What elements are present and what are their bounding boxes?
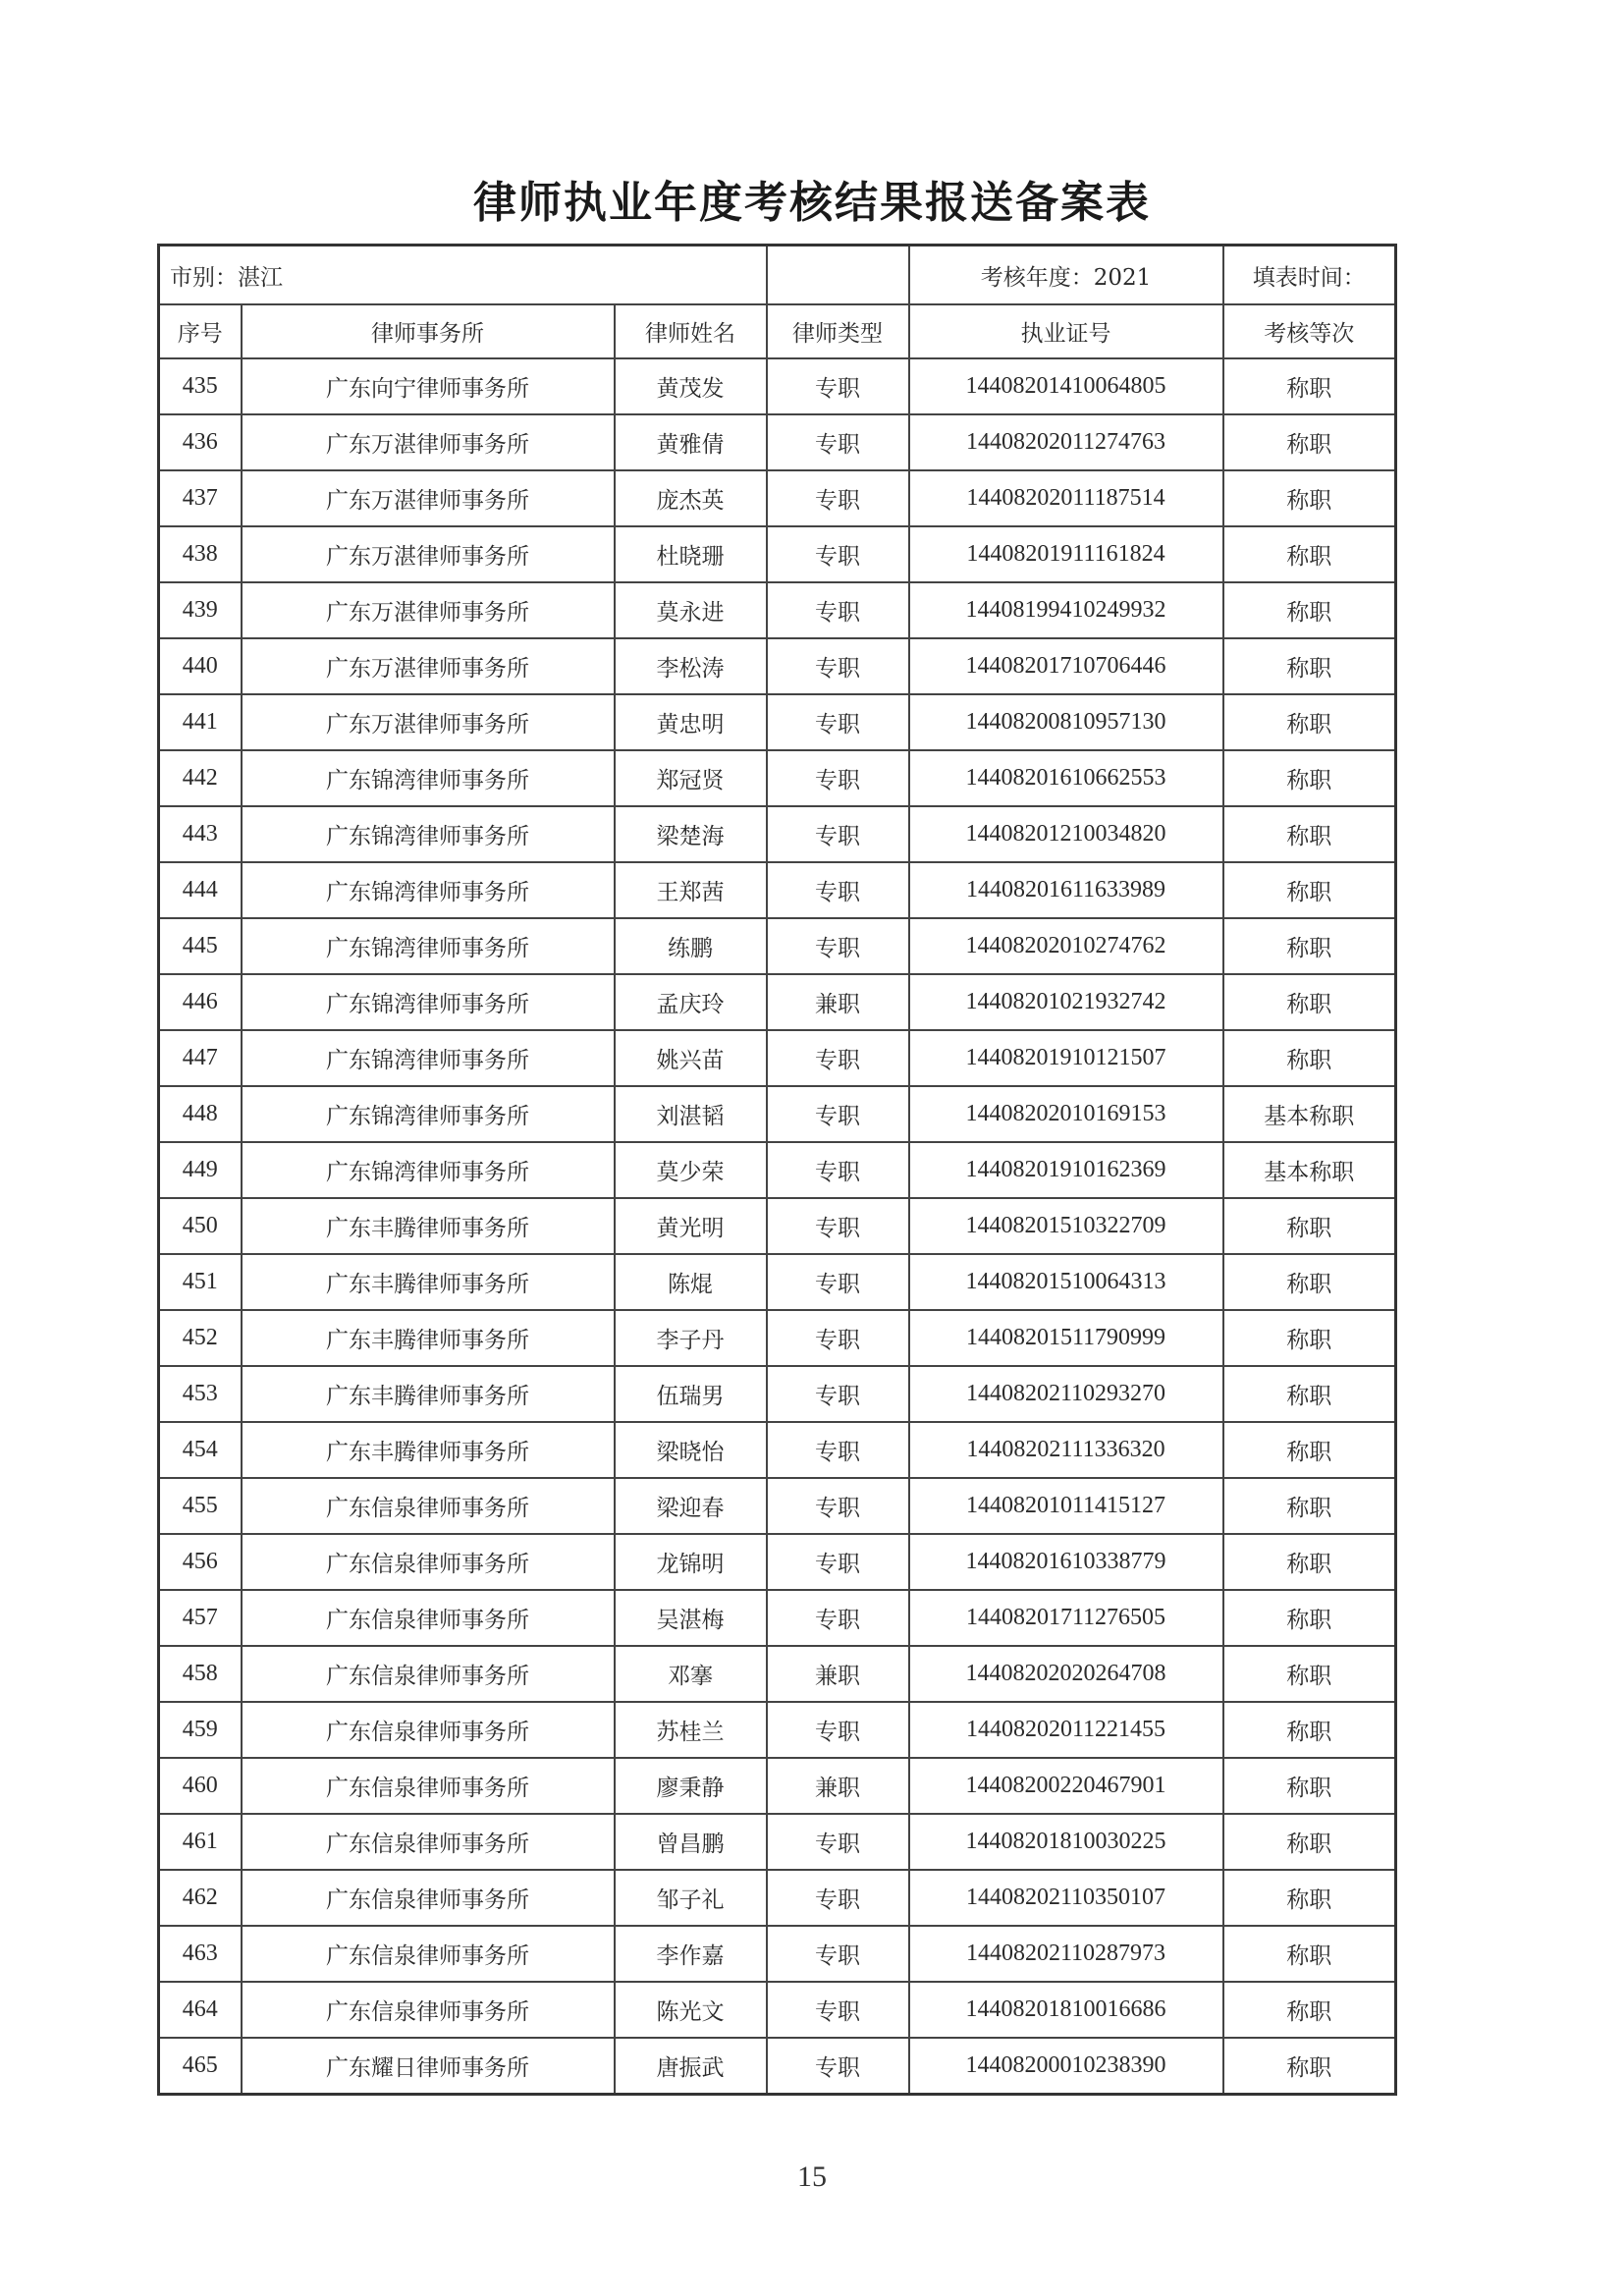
row-index: 465 [159,2038,242,2095]
row-index: 456 [159,1534,242,1590]
assessment-grade: 称职 [1223,1758,1396,1814]
law-firm: 广东信泉律师事务所 [242,1982,615,2038]
license-number: 14408201610338779 [909,1534,1223,1590]
lawyer-type: 专职 [767,1310,909,1366]
assessment-grade: 称职 [1223,1590,1396,1646]
assessment-grade: 称职 [1223,862,1396,918]
assessment-grade: 称职 [1223,1982,1396,2038]
row-index: 439 [159,582,242,638]
city-label: 市别：湛江 [159,246,767,305]
lawyer-name: 李松涛 [615,638,767,694]
lawyer-type: 专职 [767,1198,909,1254]
page-number: 15 [797,2160,827,2193]
law-firm: 广东锦湾律师事务所 [242,1142,615,1198]
license-number: 14408201810030225 [909,1814,1223,1870]
license-number: 14408202011187514 [909,470,1223,526]
lawyer-type: 专职 [767,1590,909,1646]
row-index: 440 [159,638,242,694]
assessment-grade: 称职 [1223,414,1396,470]
row-index: 446 [159,974,242,1030]
lawyer-name: 黄光明 [615,1198,767,1254]
assessment-grade: 称职 [1223,918,1396,974]
table-row [159,1646,1396,1702]
law-firm: 广东万湛律师事务所 [242,638,615,694]
assessment-grade: 称职 [1223,1646,1396,1702]
column-header-grade: 考核等次 [1223,304,1396,358]
lawyer-type: 兼职 [767,1758,909,1814]
column-header-license: 执业证号 [909,304,1223,358]
table-row [159,1254,1396,1310]
lawyer-type: 专职 [767,918,909,974]
license-number: 14408201810016686 [909,1982,1223,2038]
law-firm: 广东耀日律师事务所 [242,2038,615,2095]
license-number: 14408201021932742 [909,974,1223,1030]
lawyer-name: 孟庆玲 [615,974,767,1030]
license-number: 14408201711276505 [909,1590,1223,1646]
table-row [159,1870,1396,1926]
assessment-grade: 称职 [1223,2038,1396,2095]
license-number: 14408202110287973 [909,1926,1223,1982]
lawyer-type: 专职 [767,1814,909,1870]
law-firm: 广东锦湾律师事务所 [242,806,615,862]
lawyer-name: 黄茂发 [615,358,767,414]
assessment-grade: 称职 [1223,1870,1396,1926]
lawyer-type: 专职 [767,1366,909,1422]
row-index: 461 [159,1814,242,1870]
law-firm: 广东信泉律师事务所 [242,1478,615,1534]
lawyer-type: 专职 [767,1870,909,1926]
page-title: 律师执业年度考核结果报送备案表 [473,178,1151,228]
row-index: 459 [159,1702,242,1758]
license-number: 14408202110293270 [909,1366,1223,1422]
assessment-grade: 称职 [1223,582,1396,638]
lawyer-name: 廖秉静 [615,1758,767,1814]
lawyer-name: 龙锦明 [615,1534,767,1590]
assessment-grade: 称职 [1223,806,1396,862]
assessment-grade: 基本称职 [1223,1142,1396,1198]
assessment-grade: 称职 [1223,1366,1396,1422]
row-index: 462 [159,1870,242,1926]
column-header-name: 律师姓名 [615,304,767,358]
lawyer-type: 专职 [767,1534,909,1590]
lawyer-name: 李作嘉 [615,1926,767,1982]
fill-time-label: 填表时间： [1223,246,1396,305]
table-row [159,1982,1396,2038]
law-firm: 广东锦湾律师事务所 [242,918,615,974]
license-number: 14408202020264708 [909,1646,1223,1702]
row-index: 438 [159,526,242,582]
law-firm: 广东丰腾律师事务所 [242,1310,615,1366]
table-row [159,1702,1396,1758]
lawyer-name: 庞杰英 [615,470,767,526]
table-row [159,358,1396,414]
license-number: 14408201011415127 [909,1478,1223,1534]
table-row [159,1310,1396,1366]
table-row [159,1478,1396,1534]
law-firm: 广东锦湾律师事务所 [242,862,615,918]
table-row [159,470,1396,526]
lawyer-name: 黄雅倩 [615,414,767,470]
lawyer-name: 练鹏 [615,918,767,974]
assessment-grade: 称职 [1223,1702,1396,1758]
row-index: 436 [159,414,242,470]
lawyer-type: 专职 [767,750,909,806]
law-firm: 广东丰腾律师事务所 [242,1254,615,1310]
row-index: 448 [159,1086,242,1142]
assessment-grade: 称职 [1223,470,1396,526]
column-header-index: 序号 [159,304,242,358]
law-firm: 广东锦湾律师事务所 [242,750,615,806]
license-number: 14408200010238390 [909,2038,1223,2095]
law-firm: 广东信泉律师事务所 [242,1646,615,1702]
table-row [159,1198,1396,1254]
license-number: 14408201710706446 [909,638,1223,694]
law-firm: 广东万湛律师事务所 [242,414,615,470]
lawyer-name: 郑冠贤 [615,750,767,806]
lawyer-name: 梁晓怡 [615,1422,767,1478]
row-index: 444 [159,862,242,918]
lawyer-name: 姚兴苗 [615,1030,767,1086]
license-number: 14408201611633989 [909,862,1223,918]
lawyer-type: 专职 [767,1086,909,1142]
lawyer-type: 专职 [767,694,909,750]
row-index: 445 [159,918,242,974]
lawyer-name: 黄忠明 [615,694,767,750]
table-row [159,2038,1396,2095]
lawyer-type: 专职 [767,526,909,582]
column-header-firm: 律师事务所 [242,304,615,358]
law-firm: 广东丰腾律师事务所 [242,1366,615,1422]
lawyer-name: 李子丹 [615,1310,767,1366]
assessment-grade: 称职 [1223,358,1396,414]
lawyer-type: 专职 [767,414,909,470]
lawyer-name: 邹子礼 [615,1870,767,1926]
lawyer-name: 莫少荣 [615,1142,767,1198]
lawyer-name: 梁迎春 [615,1478,767,1534]
row-index: 460 [159,1758,242,1814]
license-number: 14408201910162369 [909,1142,1223,1198]
lawyer-name: 曾昌鹏 [615,1814,767,1870]
row-index: 442 [159,750,242,806]
row-index: 452 [159,1310,242,1366]
law-firm: 广东信泉律师事务所 [242,1534,615,1590]
license-number: 14408201410064805 [909,358,1223,414]
law-firm: 广东向宁律师事务所 [242,358,615,414]
table-row [159,1142,1396,1198]
row-index: 443 [159,806,242,862]
law-firm: 广东信泉律师事务所 [242,1758,615,1814]
license-number: 14408201610662553 [909,750,1223,806]
law-firm: 广东万湛律师事务所 [242,694,615,750]
row-index: 453 [159,1366,242,1422]
assessment-grade: 称职 [1223,1310,1396,1366]
law-firm: 广东万湛律师事务所 [242,470,615,526]
table-row [159,1422,1396,1478]
table-row [159,1534,1396,1590]
lawyer-type: 专职 [767,638,909,694]
table-row [159,1030,1396,1086]
lawyer-type: 专职 [767,1142,909,1198]
license-number: 14408200220467901 [909,1758,1223,1814]
table-row [159,1086,1396,1142]
row-index: 450 [159,1198,242,1254]
license-number: 14408202110350107 [909,1870,1223,1926]
assessment-grade: 称职 [1223,1198,1396,1254]
license-number: 14408201210034820 [909,806,1223,862]
table-row [159,1590,1396,1646]
license-number: 14408201910121507 [909,1030,1223,1086]
table-row [159,526,1396,582]
law-firm: 广东万湛律师事务所 [242,526,615,582]
meta-row [159,246,1396,305]
lawyer-type: 专职 [767,470,909,526]
license-number: 14408200810957130 [909,694,1223,750]
lawyer-type: 专职 [767,2038,909,2095]
license-number: 14408202011221455 [909,1702,1223,1758]
row-index: 457 [159,1590,242,1646]
lawyer-type: 专职 [767,1702,909,1758]
lawyer-type: 兼职 [767,974,909,1030]
license-number: 14408201510322709 [909,1198,1223,1254]
table-row [159,582,1396,638]
table-row [159,694,1396,750]
lawyer-type: 专职 [767,1982,909,2038]
law-firm: 广东锦湾律师事务所 [242,1086,615,1142]
row-index: 458 [159,1646,242,1702]
law-firm: 广东信泉律师事务所 [242,1702,615,1758]
lawyer-type: 专职 [767,862,909,918]
table-row [159,862,1396,918]
law-firm: 广东信泉律师事务所 [242,1926,615,1982]
assessment-grade: 称职 [1223,750,1396,806]
lawyer-name: 苏桂兰 [615,1702,767,1758]
law-firm: 广东万湛律师事务所 [242,582,615,638]
row-index: 451 [159,1254,242,1310]
row-index: 463 [159,1926,242,1982]
row-index: 464 [159,1982,242,2038]
lawyer-name: 莫永进 [615,582,767,638]
assessment-grade: 称职 [1223,1478,1396,1534]
law-firm: 广东丰腾律师事务所 [242,1422,615,1478]
lawyer-type: 专职 [767,582,909,638]
assessment-grade: 称职 [1223,1814,1396,1870]
blank-cell [767,246,909,305]
row-index: 441 [159,694,242,750]
license-number: 14408202010169153 [909,1086,1223,1142]
table-row [159,750,1396,806]
row-index: 455 [159,1478,242,1534]
license-number: 14408199410249932 [909,582,1223,638]
law-firm: 广东锦湾律师事务所 [242,1030,615,1086]
license-number: 14408201510064313 [909,1254,1223,1310]
license-number: 14408201511790999 [909,1310,1223,1366]
assessment-grade: 称职 [1223,638,1396,694]
assessment-year: 考核年度：2021 [909,246,1223,305]
lawyer-type: 兼职 [767,1646,909,1702]
table-row [159,1814,1396,1870]
table-row [159,638,1396,694]
lawyer-type: 专职 [767,358,909,414]
assessment-grade: 称职 [1223,526,1396,582]
row-index: 437 [159,470,242,526]
table-row [159,1758,1396,1814]
assessment-grade: 称职 [1223,974,1396,1030]
law-firm: 广东信泉律师事务所 [242,1814,615,1870]
header-row [159,304,1396,358]
lawyer-type: 专职 [767,1478,909,1534]
row-index: 435 [159,358,242,414]
law-firm: 广东锦湾律师事务所 [242,974,615,1030]
lawyer-name: 邓搴 [615,1646,767,1702]
license-number: 14408202011274763 [909,414,1223,470]
lawyer-type: 专职 [767,806,909,862]
lawyer-name: 唐振武 [615,2038,767,2095]
row-index: 447 [159,1030,242,1086]
lawyer-type: 专职 [767,1422,909,1478]
row-index: 449 [159,1142,242,1198]
lawyer-type: 专职 [767,1926,909,1982]
column-header-type: 律师类型 [767,304,909,358]
assessment-grade: 称职 [1223,694,1396,750]
assessment-grade: 称职 [1223,1926,1396,1982]
record-table [157,244,1397,2096]
lawyer-name: 梁楚海 [615,806,767,862]
lawyer-name: 伍瑞男 [615,1366,767,1422]
lawyer-name: 吴湛梅 [615,1590,767,1646]
lawyer-type: 专职 [767,1254,909,1310]
license-number: 14408201911161824 [909,526,1223,582]
assessment-grade: 称职 [1223,1030,1396,1086]
lawyer-name: 陈光文 [615,1982,767,2038]
table-row [159,918,1396,974]
law-firm: 广东信泉律师事务所 [242,1590,615,1646]
table-row [159,1926,1396,1982]
table-row [159,806,1396,862]
lawyer-name: 王郑茜 [615,862,767,918]
assessment-grade: 基本称职 [1223,1086,1396,1142]
license-number: 14408202010274762 [909,918,1223,974]
table-row [159,1366,1396,1422]
license-number: 14408202111336320 [909,1422,1223,1478]
table-row [159,414,1396,470]
assessment-grade: 称职 [1223,1534,1396,1590]
law-firm: 广东信泉律师事务所 [242,1870,615,1926]
law-firm: 广东丰腾律师事务所 [242,1198,615,1254]
assessment-grade: 称职 [1223,1422,1396,1478]
table-row [159,974,1396,1030]
assessment-grade: 称职 [1223,1254,1396,1310]
lawyer-name: 杜晓珊 [615,526,767,582]
lawyer-type: 专职 [767,1030,909,1086]
lawyer-name: 陈焜 [615,1254,767,1310]
lawyer-name: 刘湛韬 [615,1086,767,1142]
row-index: 454 [159,1422,242,1478]
